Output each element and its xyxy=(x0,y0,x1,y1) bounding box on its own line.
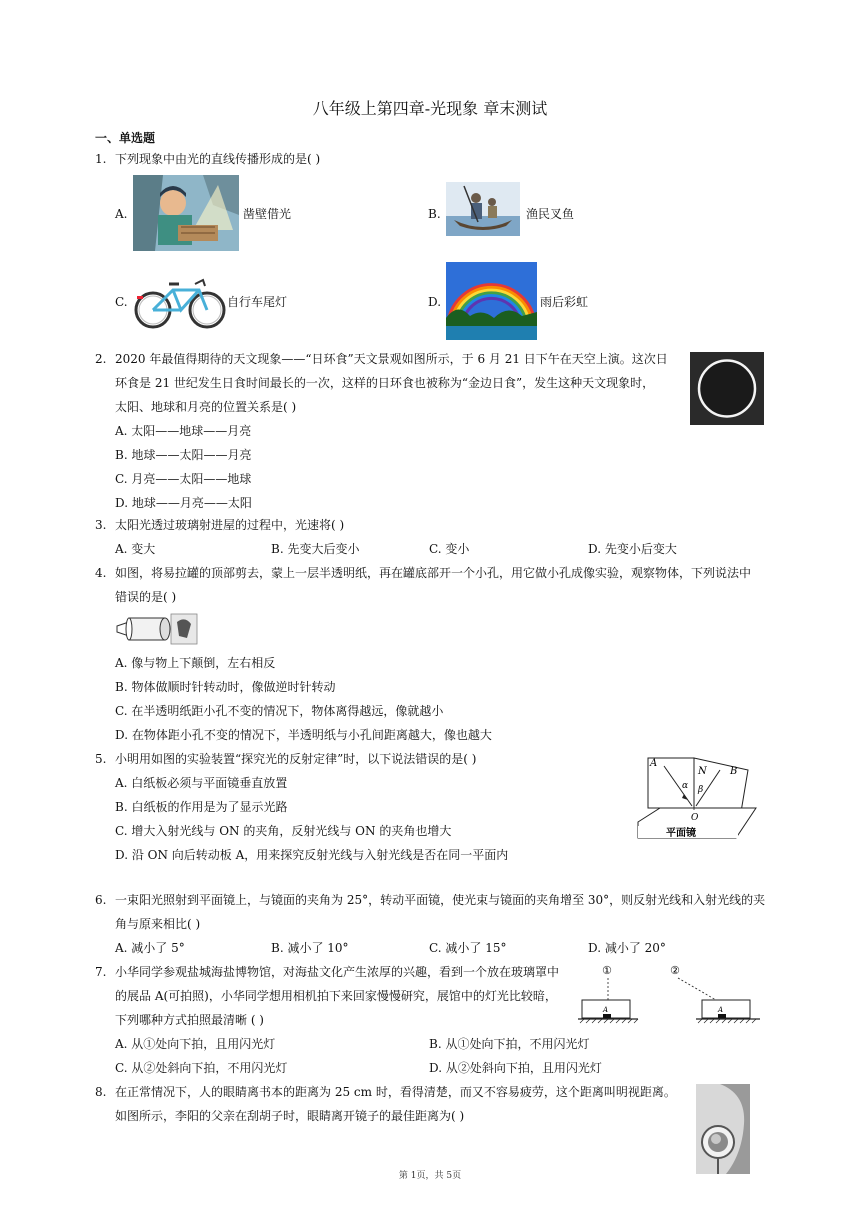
option-text: 凿壁借光 xyxy=(243,207,292,221)
option: C. 减小了 15° xyxy=(429,941,507,955)
question-number: 3. xyxy=(95,518,107,532)
question-stem-line: 如图所示，李阳的父亲在刮胡子时，眼睛离开镜子的最佳距离为( ) xyxy=(115,1109,465,1123)
angle-beta: β xyxy=(698,785,704,795)
option: D. 减小了 20° xyxy=(588,941,666,955)
label-o: O xyxy=(691,813,699,823)
option: D. 先变小后变大 xyxy=(588,542,677,556)
question-stem: 下列现象中由光的直线传播形成的是( ) xyxy=(115,152,321,166)
question-stem: 小明用如图的实验装置“探究光的反射定律”时，以下说法错误的是( ) xyxy=(115,752,477,766)
rainbow-image xyxy=(446,262,537,340)
question-stem-line: 角与原来相比( ) xyxy=(115,917,201,931)
option: C. 变小 xyxy=(429,542,470,556)
option: A. 减小了 5° xyxy=(115,941,185,955)
option-text: 雨后彩虹 xyxy=(540,295,589,309)
question-number: 1. xyxy=(95,152,107,166)
option: A. 变大 xyxy=(115,542,156,556)
annular-eclipse-image xyxy=(690,352,764,425)
option: C. 月亮——太阳——地球 xyxy=(115,472,252,486)
question-stem-line: 太阳、地球和月亮的位置关系是( ) xyxy=(115,400,297,414)
option: D. 从②处斜向下拍，且用闪光灯 xyxy=(429,1061,602,1075)
position-1-label: ① xyxy=(602,964,612,977)
fisherman-spearing-fish-image xyxy=(446,182,520,236)
question-stem-line: 环食是 21 世纪发生日食时间最长的一次，这样的日环食也被称为“金边日食”，发生这种天文现象时， xyxy=(115,376,655,390)
exhibit-label: A xyxy=(603,1006,609,1014)
question-stem-line: 2020 年最值得期待的天文现象——“日环食”天文景观如图所示，于 6 月 21 日下午在天空上演。这次日 xyxy=(115,352,668,366)
option-letter: C. xyxy=(115,295,128,309)
option: C. 增大入射光线与 ON 的夹角，反射光线与 ON 的夹角也增大 xyxy=(115,824,452,838)
option-text: 渔民叉鱼 xyxy=(526,207,575,221)
question-stem: 太阳光透过玻璃射进屋的过程中，光速将( ) xyxy=(115,518,345,532)
option: A. 像与物上下颠倒，左右相反 xyxy=(115,656,276,670)
question-stem-line: 的展品 A(可拍照)，小华同学想用相机拍下来回家慢慢研究，展馆中的灯光比较暗， xyxy=(115,989,557,1003)
section-heading: 一、单选题 xyxy=(95,131,156,145)
option: B. 从①处向下拍，不用闪光灯 xyxy=(429,1037,590,1051)
option: A. 太阳——地球——月亮 xyxy=(115,424,252,438)
chiseled-wall-light-image xyxy=(133,175,239,251)
mirror-label: 平面镜 xyxy=(666,828,696,839)
question-number: 4. xyxy=(95,566,107,580)
option: B. 物体做顺时针转动时，像做逆时针转动 xyxy=(115,680,336,694)
option: D. 沿 ON 向后转动板 A，用来探究反射光线与入射光线是否在同一平面内 xyxy=(115,848,509,862)
label-n: N xyxy=(698,766,707,777)
question-number: 2. xyxy=(95,352,107,366)
question-number: 7. xyxy=(95,965,107,979)
question-stem-line: 小华同学参观盐城海盐博物馆，对海盐文化产生浓厚的兴趣，看到一个放在玻璃罩中 xyxy=(115,965,560,979)
option: B. 先变大后变小 xyxy=(271,542,360,556)
photography-position-diagram xyxy=(578,962,768,1026)
pinhole-camera-diagram xyxy=(115,612,199,646)
option-letter: B. xyxy=(428,207,441,221)
option: B. 白纸板的作用是为了显示光路 xyxy=(115,800,288,814)
option: D. 地球——月亮——太阳 xyxy=(115,496,252,510)
page-title: 八年级上第四章-光现象 章末测试 xyxy=(312,99,548,118)
question-number: 5. xyxy=(95,752,107,766)
question-stem-line: 一束阳光照射到平面镜上，与镜面的夹角为 25°，转动平面镜，使光束与镜面的夹角增至 30°，则反射光线和入射光线的夹 xyxy=(115,893,766,907)
angle-alpha: α xyxy=(682,781,689,791)
question-stem-line: 错误的是( ) xyxy=(115,590,177,604)
question-stem-line: 如图，将易拉罐的顶部剪去，蒙上一层半透明纸，再在罐底部开一个小孔，用它做小孔成像实验，观察物体，下列说法中 xyxy=(115,566,752,580)
man-shaving-mirror-image xyxy=(696,1084,750,1174)
option: D. 在物体距小孔不变的情况下，半透明纸与小孔间距离越大，像也越大 xyxy=(115,728,492,742)
option: A. 从①处向下拍，且用闪光灯 xyxy=(115,1037,276,1051)
exhibit-label: A xyxy=(718,1006,724,1014)
option: A. 白纸板必须与平面镜垂直放置 xyxy=(115,776,288,790)
page-footer: 第 1页，共 5页 xyxy=(398,1171,462,1181)
reflection-experiment-diagram xyxy=(636,752,758,844)
option: B. 地球——太阳——月亮 xyxy=(115,448,252,462)
option: C. 从②处斜向下拍，不用闪光灯 xyxy=(115,1061,288,1075)
question-number: 8. xyxy=(95,1085,107,1099)
bicycle-taillight-image xyxy=(133,270,227,332)
label-a: A xyxy=(650,758,658,769)
label-b: B xyxy=(730,766,738,777)
question-number: 6. xyxy=(95,893,107,907)
option-text: 自行车尾灯 xyxy=(227,295,288,309)
option: B. 减小了 10° xyxy=(271,941,349,955)
option-letter: D. xyxy=(428,295,442,309)
position-2-label: ② xyxy=(670,964,680,977)
question-stem-line: 下列哪种方式拍照最清晰 ( ) xyxy=(115,1013,264,1027)
option-letter: A. xyxy=(115,207,128,221)
question-stem-line: 在正常情况下，人的眼睛离书本的距离为 25 cm 时，看得清楚，而又不容易疲劳，这个距离叫明视距离。 xyxy=(115,1085,676,1099)
option: C. 在半透明纸距小孔不变的情况下，物体离得越远，像就越小 xyxy=(115,704,444,718)
